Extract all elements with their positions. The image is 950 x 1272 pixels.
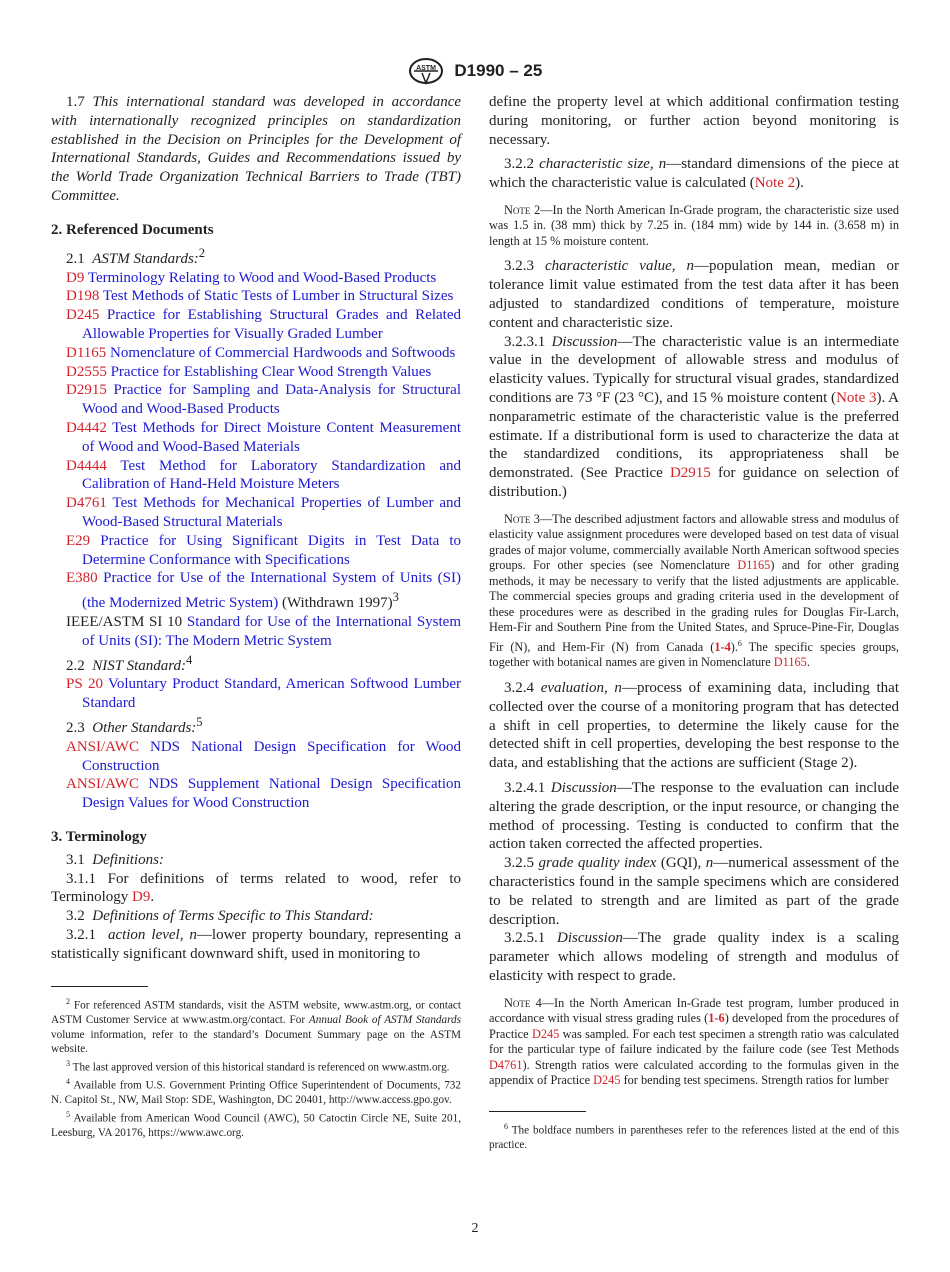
reference-title[interactable]: Test Methods for Direct Moisture Content Measurement of Wood and Wood-Based Materials (82, 419, 462, 455)
link-refs-1-4[interactable]: 1-4 (714, 639, 731, 654)
footnote: $^3$ The last approved version of this historical standard is referenced on www.astm.org. (66, 1058, 450, 1074)
right-column (489, 93, 899, 1153)
section-3-2-4: 3.2.4 evaluation, n—process of examining data, including that collected over the course of a monitoring program that has detected a shift in cell properties, to determine the likely cause for the detected shift in cell properties, developing the best response to the data, and establishing that the actions are sufficient (Stage 2). (489, 679, 900, 772)
left-column (51, 93, 461, 1141)
reference-code[interactable]: D9 (66, 269, 85, 286)
link-d1165[interactable]: D1165 (773, 655, 807, 670)
reference-title[interactable]: Test Methods of Static Tests of Lumber in Structural Sizes (102, 288, 454, 305)
reference-code[interactable]: D198 (66, 288, 100, 305)
footnote: $^4$ Available from U.S. Government Printing Office Superintendent of Documents, 732 N. Capitol St., NW, Mail Stop: SDE, Washington, DC 20401, http://www.access.gpo.gov. (51, 1077, 461, 1107)
reference-title[interactable]: Practice for Sampling and Data-Analysis for Structural Wood and Wood-Based Products (82, 382, 462, 418)
section-3-2: 3.2 Definitions of Terms Specific to This Standard: (66, 908, 374, 925)
reference-item[interactable] (51, 381, 461, 419)
reference-item-e380[interactable]: E380 Practice for Use of the International System of Units (SI) (the Modernized Metric System) (Withdrawn 1997)$^3$ (66, 570, 462, 612)
note-2: Note 2—In the North American In-Grade program, the characteristic size used was 1.5 in. (38 mm) thick by 7.25 in. (184 mm) wide by 144 in. (3.658 m) in length at 15 % moisture content. (489, 202, 899, 248)
footnote-6: $^6$ The boldface numbers in parentheses refer to the references listed at the end of this practice. (489, 1121, 899, 1152)
section-3-2-1-continued: define the property level at which additional confirmation testing during monitoring, or further action beyond monitoring is necessary. (489, 94, 899, 148)
heading-referenced-documents: 2. Referenced Documents (51, 221, 214, 238)
svg-text:ASTM: ASTM (415, 65, 436, 72)
section-2-1: 2.1 ASTM Standards:$^2$ (66, 245, 206, 267)
reference-title[interactable]: Voluntary Product Standard, American Softwood Lumber Standard (82, 676, 462, 712)
section-3-2-2: 3.2.2 characteristic size, n—standard dimensions of the piece at which the characteristic value is calculated (Note 2). (489, 156, 899, 192)
section-1-7: 1.7 This international standard was developed in accordance with internationally recognized principles on standardization established in the Decision on Principles for the Development of International Standards, Guides and Recommendations issued by the World Trade Organization Technical Barriers to Trade (TBT) Committee. (51, 94, 462, 204)
section-3-1-1: 3.1.1 For definitions of terms related to wood, refer to Terminology D9. (51, 870, 461, 906)
section-3-2-3-1: 3.2.3.1 Discussion—The characteristic value is an intermediate value in the development of allowable stress and modulus of elasticity values. Typically for structural visual grades, standardized conditions are 73 °F (23 °C), and 15 % moisture content (Note 3). A nonparametric estimate of the characteristic value is the preferred estimate. If a distributional form is used to characterize the data at the standardized conditions, its appropriateness shall be demonstrated. (See Practice D2915 for guidance on selection of distribution.) (489, 333, 900, 501)
astm-reference-list (51, 269, 461, 570)
reference-code[interactable]: D1165 (66, 344, 107, 361)
link-d1165[interactable]: D1165 (737, 558, 771, 573)
link-d245[interactable]: D245 (593, 1073, 621, 1088)
note-3: Note 3—The described adjustment factors and allowable stress and modulus of elasticity value assignment procedures were developed based on test data of visual grades of major volume, commercially available North American softwood species groups. For other species (see Nomenclature D1165) and for other grading methods, it may be necessary to verify that the listed adjustments are applicable. The commercial species groups and grading criteria used in the development of these procedures were as described in the grading rules for Douglas Fir-Larch, Hem-Fir and Southern Pine from the United States, and Spruce-Pine-Fir, Douglas Fir (N), and Hem-Fir (N) from Canada (1-4).$^6$ The specific species groups, together with botanical names are given in Nomenclature D1165. (489, 511, 899, 670)
reference-code[interactable]: ANSI/AWC (66, 776, 139, 793)
note-4: Note 4—In the North American In-Grade test program, lumber produced in accordance with visual stress grading rules (1-6) developed from the procedures of Practice D245 was sampled. For each test specimen a strength ratio was calculated for the particular type of failure indicated by the failure code (see Test Methods D4761). Strength ratios were calculated according to the formulas given in the appendix of Practice D245 for bending test specimens. Strength ratios for lumber (489, 995, 900, 1088)
heading-terminology: 3. Terminology (51, 828, 147, 845)
reference-title[interactable]: Practice for Use of the International System of Units (SI) (the Modernized Metric System) (82, 570, 462, 612)
reference-title[interactable]: Nomenclature of Commercial Hardwoods and Softwoods (110, 344, 456, 361)
link-note-3[interactable]: Note 3 (836, 390, 877, 407)
reference-item[interactable] (51, 363, 461, 382)
reference-item[interactable] (51, 457, 461, 495)
link-d4761[interactable]: D4761 (489, 1057, 523, 1072)
reference-item-ieee[interactable]: IEEE/ASTM SI 10 Standard for Use of the International System of Units (SI): The Modern Metric System (66, 613, 461, 649)
page-number: 2 (471, 1221, 479, 1236)
reference-title[interactable]: Terminology Relating to Wood and Wood-Based Products (87, 269, 437, 286)
reference-title[interactable]: Practice for Establishing Clear Wood Strength Values (110, 363, 432, 380)
reference-code[interactable]: D4442 (66, 419, 107, 436)
reference-item-nds-supplement[interactable] (51, 775, 461, 813)
astm-logo-icon (408, 57, 444, 85)
reference-code[interactable]: D4444 (66, 457, 107, 474)
reference-code[interactable]: D2555 (66, 363, 107, 380)
reference-code[interactable]: E29 (66, 532, 91, 549)
link-d9[interactable]: D9 (132, 889, 151, 906)
section-3-2-5: 3.2.5 grade quality index (GQI), n—numerical assessment of the characteristics found in the sample specimens which are considered to be related to strength and are limited as part of the grade description. (489, 855, 899, 928)
reference-item[interactable] (51, 287, 461, 306)
section-2-3: 2.3 Other Standards:$^5$ (66, 714, 203, 736)
reference-title[interactable]: Test Methods for Mechanical Properties of Lumber and Wood-Based Structural Materials (82, 495, 461, 530)
document-designation: D1990 – 25 (454, 61, 543, 80)
reference-title[interactable]: Practice for Establishing Structural Grades and Related Allowable Properties for Visually Graded Lumber (82, 307, 461, 342)
reference-title[interactable]: Practice for Using Significant Digits in Test Data to Determine Conformance with Specifications (82, 532, 461, 568)
link-refs-1-6[interactable]: 1-6 (708, 1011, 725, 1026)
section-3-1: 3.1 Definitions: (66, 851, 164, 868)
reference-title[interactable]: Test Method for Laboratory Standardization and Calibration of Hand-Held Moisture Meters (82, 457, 461, 493)
footnote: $^2$ For referenced ASTM standards, visit the ASTM website, www.astm.org, or contact ASTM Customer Service at www.astm.org/contact. For Annual Book of ASTM Standards volume information, refer to the standard’s Document Summary page on the ASTM website. (51, 996, 461, 1056)
reference-code[interactable]: D2915 (66, 382, 107, 399)
reference-item[interactable] (51, 269, 461, 288)
section-3-2-1: 3.2.1 action level, n—lower property boundary, representing a statistically significant downward shift, used in monitoring to (51, 927, 461, 962)
reference-code[interactable]: E380 (66, 570, 98, 587)
reference-item[interactable] (51, 494, 461, 532)
footnote: $^5$ Available from American Wood Council (AWC), 50 Catoctin Circle NE, Suite 201, Leesburg, VA 20176, https://www.awc.org. (51, 1110, 461, 1140)
reference-item[interactable] (51, 419, 461, 457)
footnote-rule (51, 986, 148, 987)
footnote-rule (489, 1111, 586, 1112)
section-3-2-3: 3.2.3 characteristic value, n—population mean, median or tolerance limit value estimated from the test data after it has been adjusted to standardized conditions of temperature, moisture content and characteristic size. (489, 258, 899, 331)
reference-code[interactable]: D4761 (66, 495, 107, 512)
reference-title[interactable]: NDS Supplement National Design Specification Design Values for Wood Construction (82, 776, 462, 812)
section-3-2-4-1: 3.2.4.1 Discussion—The response to the evaluation can include altering the grade description, or the input resource, or changing the method of processing. Testing is conducted to confirm that the action taken corrected the affected properties. (489, 779, 899, 853)
page-header (0, 57, 950, 85)
reference-code[interactable]: ANSI/AWC (66, 738, 139, 755)
section-2-2: 2.2 NIST Standard:$^4$ (66, 652, 193, 674)
link-d2915[interactable]: D2915 (669, 465, 711, 482)
section-3-2-5-1: 3.2.5.1 Discussion—The grade quality index is a scaling parameter which allows modeling of strength and modulus of elasticity with respect to grade. (489, 930, 899, 984)
reference-item[interactable] (51, 532, 461, 570)
footnotes (51, 995, 461, 1141)
reference-item-ps20[interactable] (51, 675, 461, 713)
reference-item[interactable] (51, 306, 461, 344)
link-note-2[interactable]: Note 2 (754, 175, 796, 192)
reference-item-nds[interactable] (51, 738, 461, 776)
reference-code[interactable]: D245 (66, 307, 100, 324)
reference-code[interactable]: PS 20 (66, 676, 103, 693)
reference-title[interactable]: NDS National Design Specification for Wood Construction (82, 738, 462, 774)
reference-title[interactable]: Standard for Use of the International System of Units (SI): The Modern Metric System (82, 613, 461, 649)
reference-item[interactable] (51, 344, 461, 363)
link-d245[interactable]: D245 (531, 1026, 560, 1041)
